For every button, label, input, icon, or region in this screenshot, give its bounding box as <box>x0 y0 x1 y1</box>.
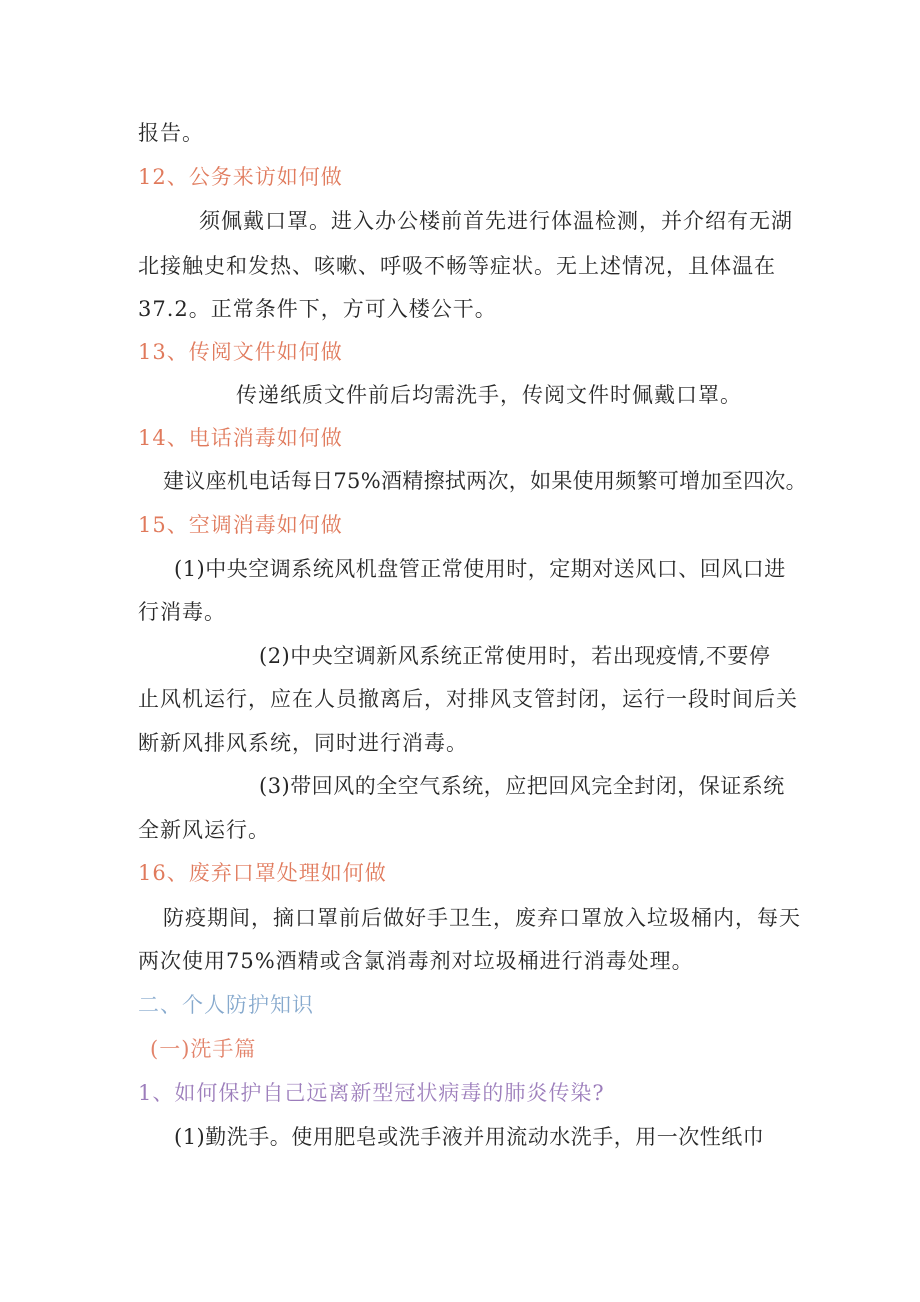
heading-14: 14、电话消毒如何做 <box>138 426 343 450</box>
paragraph-line: (1)勤洗手。使用肥皂或洗手液并用流动水洗手，用一次性纸巾 <box>174 1125 765 1149</box>
heading-13: 13、传阅文件如何做 <box>138 340 343 364</box>
paragraph-line: 断新风排风系统，同时进行消毒。 <box>138 731 468 755</box>
paragraph-line: 报告。 <box>138 121 204 145</box>
paragraph-line: 传递纸质文件前后均需洗手，传阅文件时佩戴口罩。 <box>236 383 742 407</box>
paragraph-line: 行消毒。 <box>138 600 226 624</box>
paragraph-line: 止风机运行，应在人员撤离后，对排风支管封闭，运行一段时间后关 <box>138 687 798 711</box>
paragraph-line: 37.2。正常条件下，方可入楼公干。 <box>138 297 497 321</box>
heading-16: 16、废弃口罩处理如何做 <box>138 861 387 885</box>
heading-12: 12、公务来访如何做 <box>138 165 343 189</box>
paragraph-line: 须佩戴口罩。进入办公楼前首先进行体温检测，并介绍有无湖 <box>199 209 793 233</box>
paragraph-line: (1)中央空调系统风机盘管正常使用时，定期对送风口、回风口进 <box>174 557 786 581</box>
paragraph-line: (3)带回风的全空气系统，应把回风完全封闭，保证系统 <box>259 774 785 798</box>
section-heading: 二、个人防护知识 <box>138 993 314 1017</box>
paragraph-line: 两次使用75%酒精或含氯消毒剂对垃圾桶进行消毒处理。 <box>138 949 694 973</box>
heading-15: 15、空调消毒如何做 <box>138 513 343 537</box>
paragraph-line: 防疫期间，摘口罩前后做好手卫生，废弃口罩放入垃圾桶内，每天 <box>163 906 801 930</box>
paragraph-line: (2)中央空调新风系统正常使用时，若出现疫情,不要停 <box>259 644 771 668</box>
question-heading: 1、如何保护自己远离新型冠状病毒的肺炎传染? <box>138 1081 605 1105</box>
paragraph-line: 北接触史和发热、咳嗽、呼吸不畅等症状。无上述情况，且体温在 <box>138 254 776 278</box>
subsection-heading: (一)洗手篇 <box>150 1037 257 1061</box>
paragraph-line: 全新风运行。 <box>138 818 270 842</box>
paragraph-line: 建议座机电话每日75%酒精擦拭两次，如果使用频繁可增加至四次。 <box>163 469 807 493</box>
